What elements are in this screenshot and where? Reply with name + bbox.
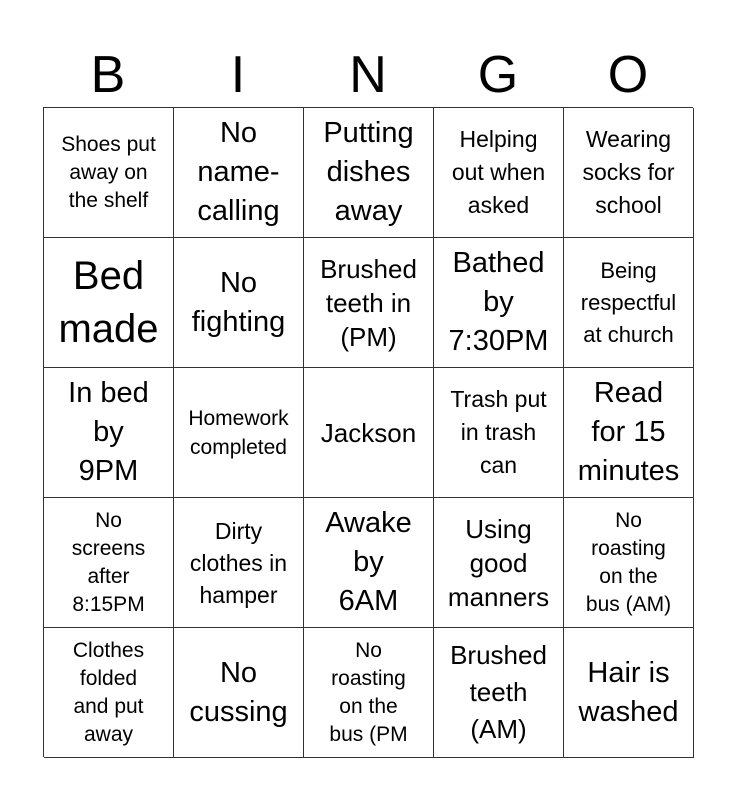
bingo-cell[interactable] bbox=[304, 108, 434, 238]
bingo-cell[interactable] bbox=[304, 238, 434, 368]
cell-text: Bathed by 7:30PM bbox=[448, 247, 549, 357]
bingo-cell[interactable] bbox=[44, 628, 174, 758]
cell-text: Wearing socks for school bbox=[582, 126, 675, 218]
cell-text: Trash put in trash can bbox=[450, 386, 547, 478]
bingo-cell[interactable] bbox=[564, 368, 694, 498]
bingo-cell[interactable] bbox=[44, 368, 174, 498]
cell-text: In bed by 9PM bbox=[68, 377, 149, 487]
bingo-cell[interactable] bbox=[564, 498, 694, 628]
cell-text: No screens after 8:15PM bbox=[71, 508, 146, 616]
cell-text: No name- calling bbox=[197, 117, 280, 227]
bingo-cell[interactable] bbox=[434, 108, 564, 238]
bingo-cell[interactable] bbox=[304, 498, 434, 628]
bingo-cell[interactable] bbox=[434, 238, 564, 368]
bingo-cell[interactable] bbox=[44, 108, 174, 238]
bingo-cell[interactable] bbox=[174, 498, 304, 628]
cell-text: Putting dishes away bbox=[323, 117, 414, 227]
bingo-cell[interactable] bbox=[304, 368, 434, 498]
cell-text: Dirty clothes in hamper bbox=[189, 517, 288, 608]
cell-text: Being respectful at church bbox=[580, 257, 677, 347]
cell-text: Brushed teeth in (PM) bbox=[320, 253, 417, 352]
cell-text: Awake by 6AM bbox=[325, 507, 412, 617]
cell-text: No roasting on the bus (PM bbox=[329, 638, 408, 746]
bingo-cell[interactable] bbox=[434, 628, 564, 758]
cell-text: Helping out when asked bbox=[451, 126, 546, 218]
cell-text: Clothes folded and put away bbox=[72, 638, 145, 746]
header-letter-n: N bbox=[349, 46, 387, 104]
bingo-board bbox=[43, 107, 693, 757]
header-letter-i: I bbox=[230, 46, 246, 104]
header-letter-o: O bbox=[607, 46, 649, 104]
cell-text: No cussing bbox=[189, 656, 288, 728]
header-letter-g: G bbox=[477, 46, 519, 104]
bingo-cell[interactable] bbox=[174, 238, 304, 368]
cell-text: Brushed teeth (AM) bbox=[450, 640, 547, 744]
bingo-cell[interactable] bbox=[434, 498, 564, 628]
bingo-cell[interactable] bbox=[174, 368, 304, 498]
cell-text: No roasting on the bus (AM) bbox=[585, 508, 672, 616]
cell-text: Read for 15 minutes bbox=[577, 377, 680, 487]
cell-text: Jackson bbox=[320, 417, 417, 448]
bingo-cell[interactable] bbox=[44, 238, 174, 368]
bingo-cell[interactable] bbox=[44, 498, 174, 628]
bingo-cell[interactable] bbox=[434, 368, 564, 498]
cell-text: Homework completed bbox=[188, 406, 289, 459]
bingo-cell[interactable] bbox=[564, 628, 694, 758]
bingo-cell[interactable] bbox=[304, 628, 434, 758]
bingo-cell[interactable] bbox=[564, 108, 694, 238]
header-letter-b: B bbox=[90, 46, 126, 104]
cell-text: No fighting bbox=[191, 266, 286, 338]
cell-text: Using good manners bbox=[447, 513, 550, 612]
bingo-header bbox=[43, 42, 693, 108]
cell-text: Bed made bbox=[58, 253, 159, 351]
bingo-cell[interactable] bbox=[174, 108, 304, 238]
cell-text: Shoes put away on the shelf bbox=[61, 132, 156, 212]
cell-text: Hair is washed bbox=[578, 656, 679, 728]
bingo-cell[interactable] bbox=[174, 628, 304, 758]
bingo-cell[interactable] bbox=[564, 238, 694, 368]
